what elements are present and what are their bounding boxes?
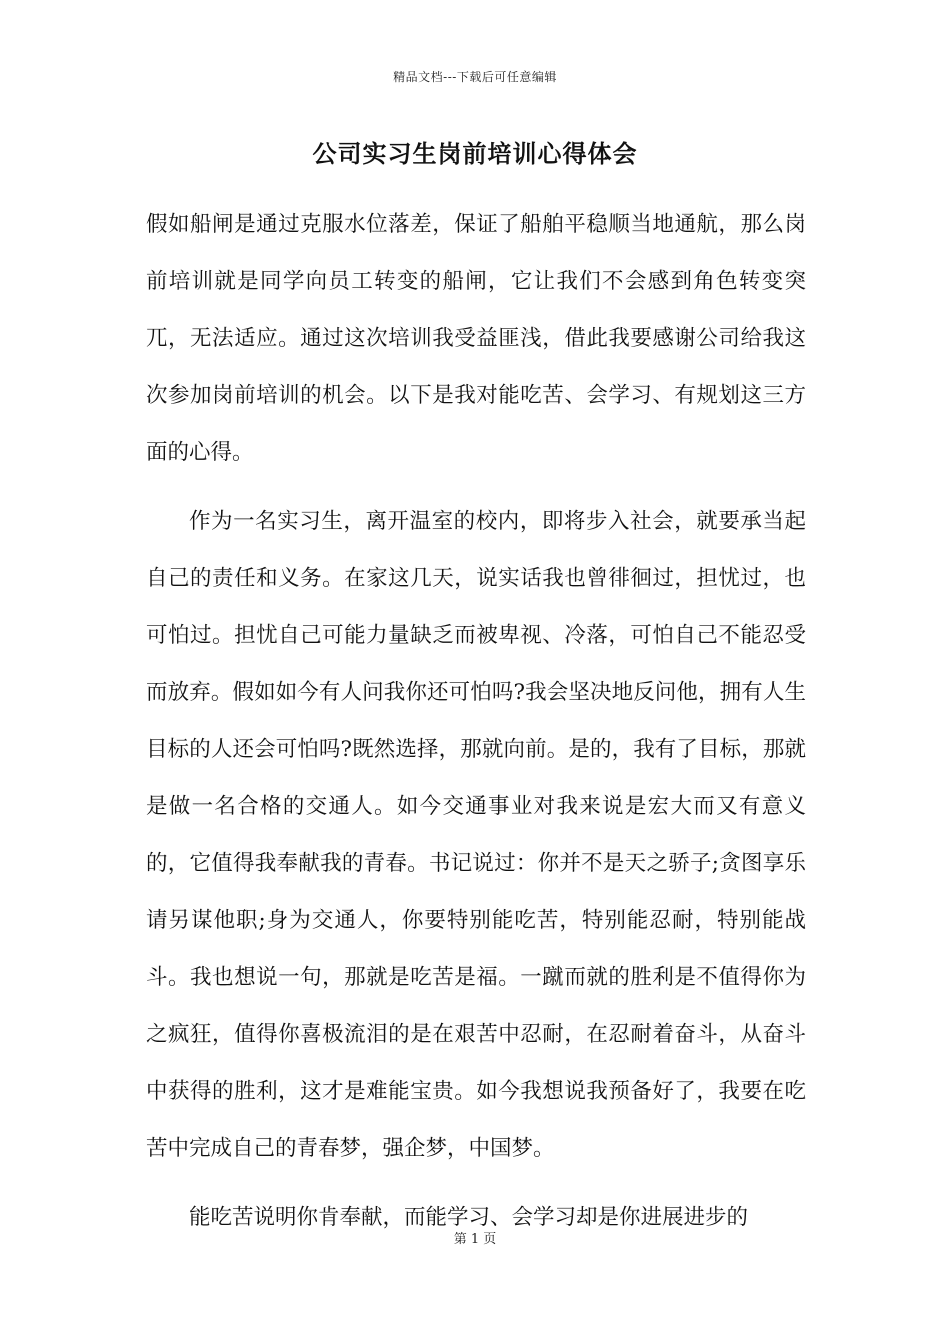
document-title: 公司实习生岗前培训心得体会: [312, 139, 638, 168]
paragraph-3: 能吃苦说明你肯奉献，而能学习、会学习却是你进展进步的: [189, 1205, 749, 1230]
header-note: 精品文档---下载后可任意编辑: [393, 70, 557, 84]
paragraph-1: 假如船闸是通过克服水位落差，保证了船舶平稳顺当地通航，那么岗前培训就是同学向员工转变的船闸，它让我们不会感到角色转变突兀，无法适应。通过这次培训我受益匪浅，借此我要感谢公司给我这次参加岗前培训的机会。以下是我对能吃苦、会学习、有规划这三方面的心得。: [146, 212, 806, 465]
document-body: [146, 196, 806, 1246]
paragraph-2: 作为一名实习生，离开温室的校内，即将步入社会，就要承当起自己的责任和义务。在家这几天，说实话我也曾徘徊过，担忧过，也可怕过。担忧自己可能力量缺乏而被卑视、冷落，可怕自己不能忍受而放弃。假如如今有人问我你还可怕吗?我会坚决地反问他，拥有人生目标的人还会可怕吗?既然选择，那就向前。是的，我有了目标，那就是做一名合格的交通人。如今交通事业对我来说是宏大而又有意义的，它值得我奉献我的青春。书记说过：你并不是天之骄子;贪图享乐请另谋他职;身为交通人，你要特别能吃苦，特别能忍耐，特别能战斗。我也想说一句，那就是吃苦是福。一蹴而就的胜利是不值得你为之疯狂，值得你喜极流泪的是在艰苦中忍耐，在忍耐着奋斗，从奋斗中获得的胜利，这才是难能宝贵。如今我想说我预备好了，我要在吃苦中完成自己的青春梦，强企梦，中国梦。: [146, 509, 806, 1161]
page-number: 第 1 页: [453, 1232, 497, 1247]
